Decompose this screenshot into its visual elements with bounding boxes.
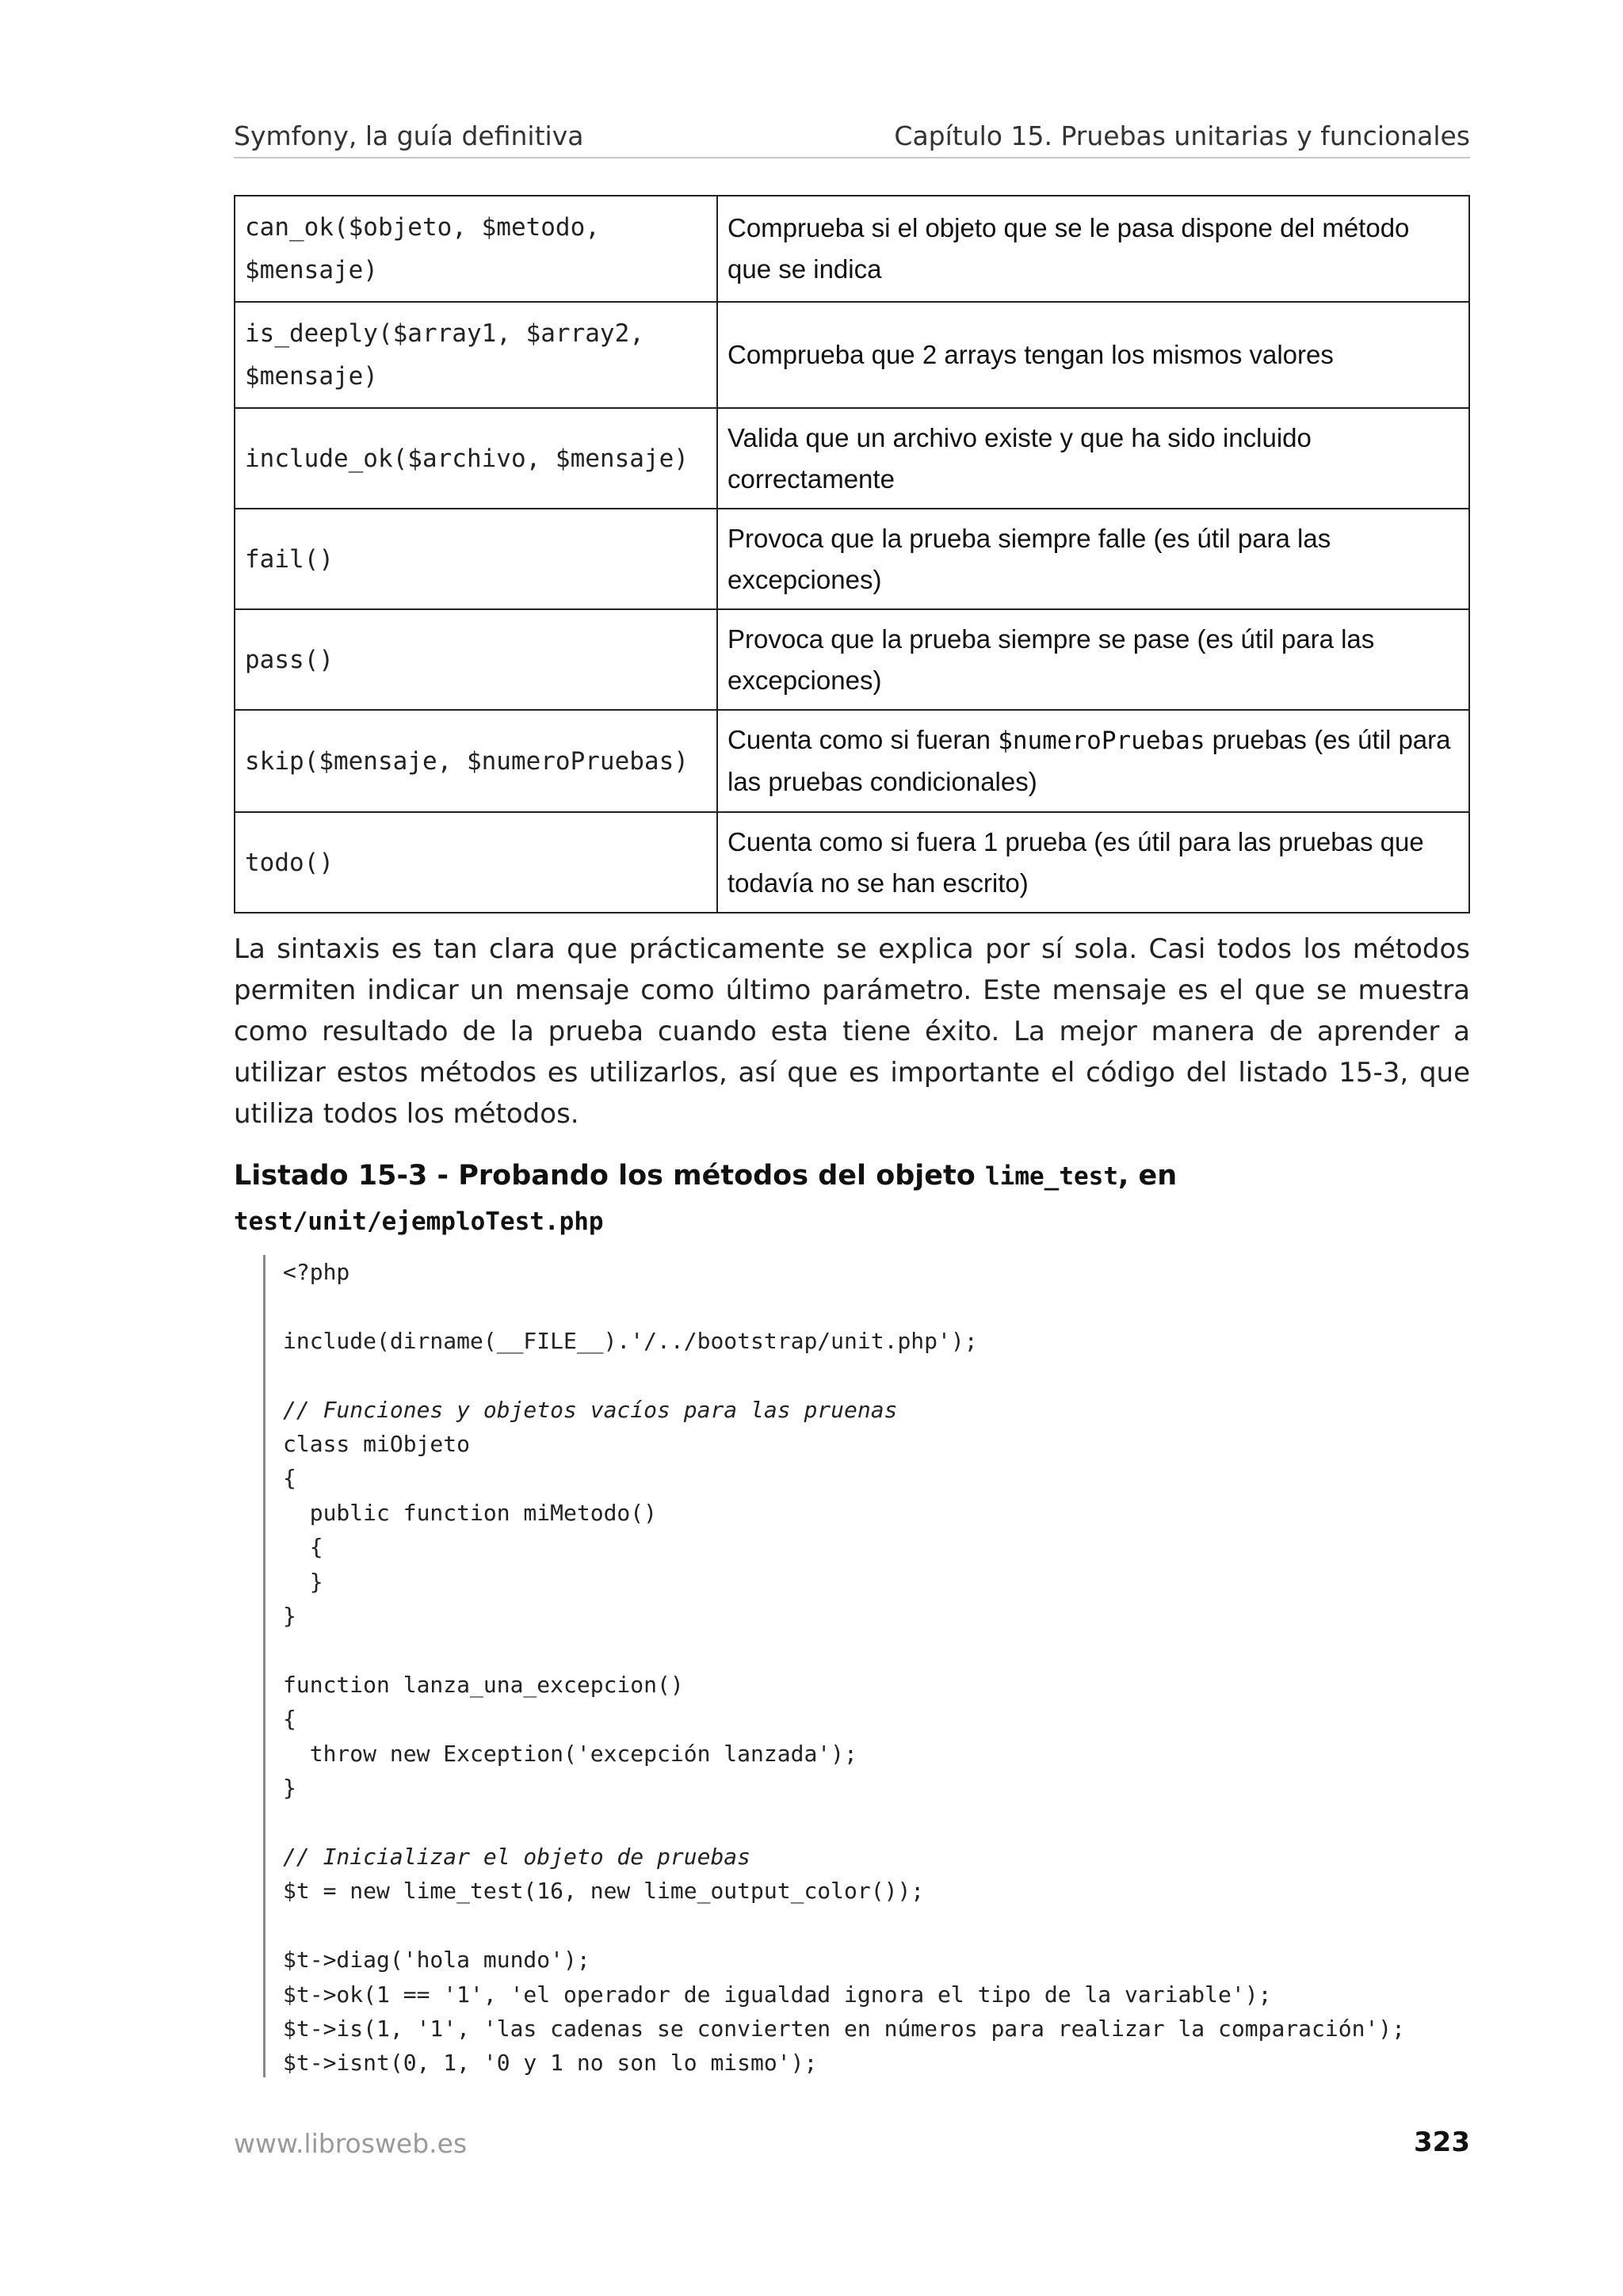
method-cell: fail() — [235, 509, 717, 609]
method-cell: pass() — [235, 609, 717, 710]
table-row — [235, 710, 1469, 812]
method-cell: can_ok($objeto, $metodo, $mensaje) — [235, 196, 717, 302]
method-cell: skip($mensaje, $numeroPruebas) — [235, 710, 717, 812]
description-cell: Cuenta como si fuera 1 prueba (es útil para las pruebas que todavía no se han escrito) — [717, 812, 1469, 913]
description-cell: Comprueba si el objeto que se le pasa dispone del método que se indica — [717, 196, 1469, 302]
description-cell: Provoca que la prueba siempre falle (es útil para las excepciones) — [717, 509, 1469, 609]
description-cell: Valida que un archivo existe y que ha sido incluido correctamente — [717, 408, 1469, 509]
code-comment: // Funciones y objetos vacíos para las pruenas — [283, 1396, 898, 1423]
listing-object: lime_test — [985, 1162, 1118, 1191]
description-cell: Cuenta como si fueran $numeroPruebas pruebas (es útil para las pruebas condicionales) — [717, 710, 1469, 812]
page-header — [234, 117, 1470, 158]
table-row — [235, 196, 1469, 302]
table-row — [235, 408, 1469, 509]
method-cell: include_ok($archivo, $mensaje) — [235, 408, 717, 509]
table-row — [235, 609, 1469, 710]
footer-site: www.librosweb.es — [234, 2128, 468, 2159]
table-row — [235, 812, 1469, 913]
book-title: Symfony, la guía definitiva — [234, 120, 584, 151]
method-cell: is_deeply($array1, $array2, $mensaje) — [235, 302, 717, 408]
code-block: <?php include(dirname(__FILE__).'/../bootstrap/unit.php'); // Funciones y objetos vacíos para las pruenas class miObjeto { public function miMetodo() { } } function lanza_una_excepcion() { throw new Exception('excepción lanzada'); } // Inicializar el objeto de pruebas $t = new lime_test(16, new lime_output_color()); $t->diag('hola mundo'); $t->ok(1 == '1', 'el operador de igualdad ignora el tipo de la variable'); $t->is(1, '1', 'las cadenas se convierten en números para realizar la comparación'); $t->isnt(0, 1, '0 y 1 no son lo mismo'); — [263, 1255, 1472, 2077]
description-cell: Comprueba que 2 arrays tengan los mismos valores — [717, 302, 1469, 408]
description-cell: Provoca que la prueba siempre se pase (es útil para las excepciones) — [717, 609, 1469, 710]
code-comment: // Inicializar el objeto de pruebas — [283, 1843, 751, 1870]
listing-path: test/unit/ejemploTest.php — [234, 1207, 604, 1236]
chapter-title: Capítulo 15. Pruebas unitarias y funcionales — [894, 120, 1470, 151]
methods-table — [234, 195, 1470, 913]
body-paragraph: La sintaxis es tan clara que prácticamente se explica por sí sola. Casi todos los métodos permiten indicar un mensaje como último parámetro. Este mensaje es el que se muestra como resultado de la prueba cuando esta tiene éxito. La mejor manera de aprender a utilizar estos métodos es utilizarlos, así que es importante el código del listado 15-3, que utiliza todos los métodos. — [234, 933, 1470, 1130]
table-row — [235, 302, 1469, 408]
method-cell: todo() — [235, 812, 717, 913]
page-number: 323 — [1414, 2126, 1470, 2158]
table-row — [235, 509, 1469, 609]
inline-code: $numeroPruebas — [998, 727, 1205, 755]
listing-caption: Listado 15-3 - Probando los métodos del objeto lime_test, en test/unit/ejemploTest.php — [234, 1160, 1178, 1236]
